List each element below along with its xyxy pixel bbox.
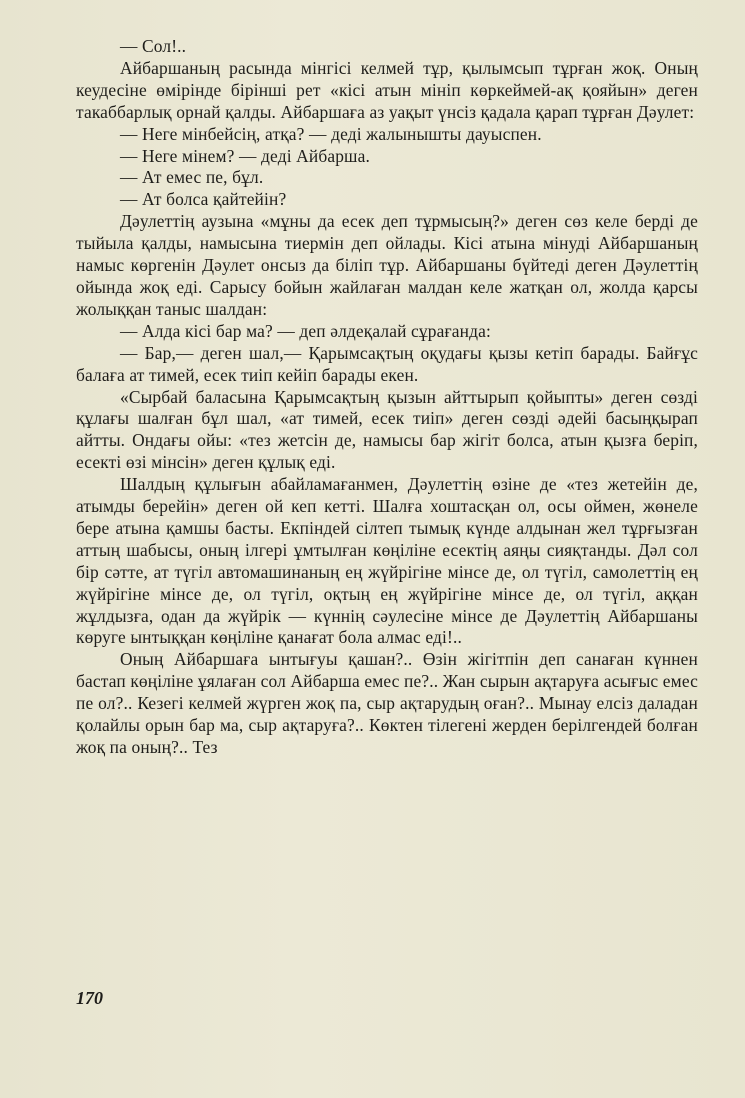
paragraph: — Неге мінбейсің, атқа? — деді жалынышты дауыспен. [120, 123, 542, 144]
paragraph: Дәулеттің аузына «мұны да есек деп тұрмысың?» деген сөз келе берді де тыйыла қалды, намысына тиермін деп ойлады. Кісі атына мінуді Айбаршаның намыс көргенін Дәулет онсыз да біліп тұр. Айбаршаны бүйтеді деген Дәулеттің ойында жоқ еді. Сарысу бойын жайлаған малдан келе жатқан ол, жолда қарсы жолыққан таныс шалдан: [76, 211, 698, 319]
paragraph: — Ат емес пе, бұл. [120, 167, 264, 188]
paragraph: Оның Айбаршаға ынтығуы қашан?.. Өзін жігітпін деп санаған күннен бастап көңіліне ұялаған сол Айбарша емес пе?.. Жан сырын ақтаруға асығыс емес пе ол?.. Кезегі келмей жүрген жоқ па, сыр ақтарудың оған?.. Мынау елсіз даладан қолайлы орын бар ма, сыр ақтаруға?.. Көктен тілегені жерден берілгендей болған жоқ па оның?.. Тез [76, 649, 698, 757]
paragraph: — Ат болса қайтейін? [120, 189, 287, 210]
paragraph: «Сырбай баласына Қарымсақтың қызын айттырып қойыпты» деген сөзді құлағы шалған бұл шал, «ат тимей, есек тиіп» деген сөзді әдейі басыңқырап айтты. Ондағы ойы: «тез жетсін де, намысы бар жігіт болса, атын қызға беріп, есекті өзі мінсін» деген құлық еді. [76, 386, 698, 473]
paragraph: — Неге мінем? — деді Айбарша. [120, 145, 370, 166]
paragraph: Шалдың құлығын абайламағанмен, Дәулеттің өзіне де «тез жетейін де, атымды берейін» деген ой кеп кетті. Шалға хоштасқан ол, осы оймен, жөнеле бере атына қамшы басты. Екпіндей сілтеп тымық күнде алдынан жел тұрғызған аттың шабысы, оның ілгері ұмтылған көңіліне есектің аяңы сияқтанды. Дәл сол бір сәтте, ат түгіл автомашинаның ең жүйрігіне мінсе де, ол түгіл, самолеттің ең жүйрігіне мінсе де, ол түгіл, оқтың ең жүйрігіне мінсе де, ол түгіл, аққан жұлдызға, одан да жүйрік — күннің сәулесіне мінсе де Дәулеттің Айбаршаны көруге ынтыққан көңіліне қанағат бола алмас еді!.. [76, 474, 698, 648]
page-number: 170 [76, 988, 103, 1008]
paragraph: — Бар,— деген шал,— Қарымсақтың оқудағы қызы кетіп барады. Байғұс балаға ат тимей, есек тиіп кейіп барады екен. [76, 342, 698, 385]
paragraph: — Алда кісі бар ма? — деп әлдеқалай сұрағанда: [120, 320, 491, 341]
paragraph: Айбаршаның расында мінгісі келмей тұр, қылымсып тұрған жоқ. Оның кеудесіне өмірінде бірінші рет «кісі атын мініп көркеймей-ақ қояйын» деген такаббарлық орнай қалды. Айбаршаға аз уақыт үнсіз қадала қарап тұрған Дәулет: [76, 57, 698, 122]
body-text [76, 36, 698, 759]
paragraph: — Сол!.. [120, 36, 187, 56]
